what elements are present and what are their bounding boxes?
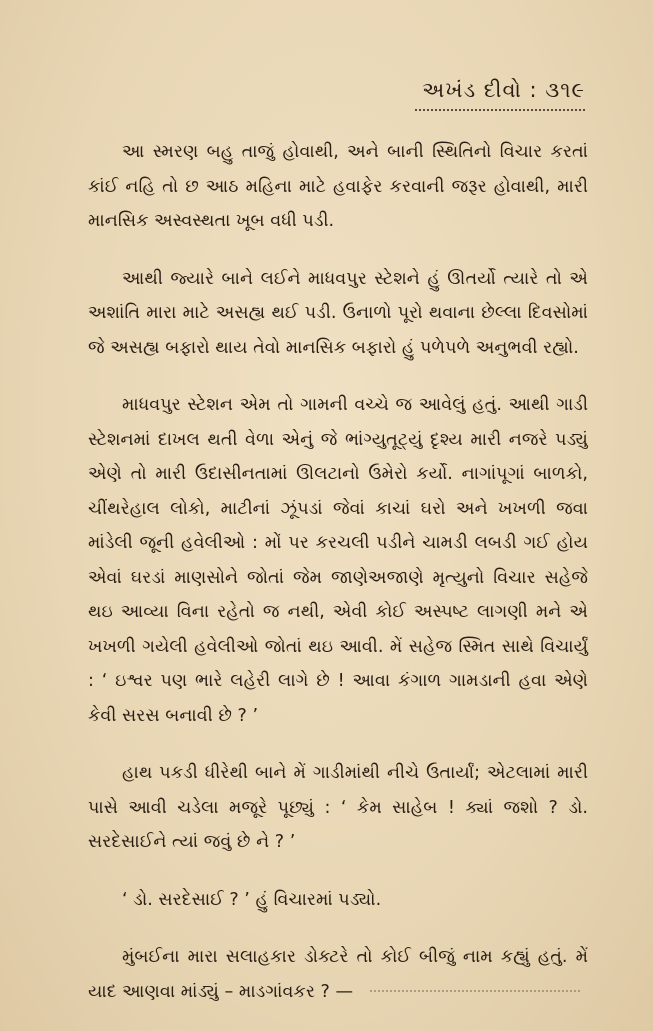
paragraph-2: આથી જ્યારે બાને લઈને માધવપુર સ્ટેશને હું ઊતર્યો ત્યારે તો એ અશાંતિ મારા માટે અસહ્ય થઈ પડી. ઉનાળો પૂરો થવાના છેલ્લા દિવસોમાં જે અસહ્ય બફારો થાય તેવો માનસિક બફારો હું પળેપળે અનુભવી રહ્યો. xyxy=(88,268,588,358)
body-text xyxy=(88,135,588,1009)
footer-dotted-rule xyxy=(370,990,580,992)
paragraph-5: ‘ ડો. સરદેસાઈ ? ’ હું વિચારમાં પડ્યો. xyxy=(122,889,382,910)
paragraph-3: માધવપુર સ્ટેશન એમ તો ગામની વચ્ચે જ આવેલું હતું. આથી ગાડી સ્ટેશનમાં દાખલ થતી વેળા એનું જે ભાંગ્યુતૂટ્યું દૃશ્ય મારી નજરે પડ્યું એણે તો મારી ઉદાસીનતામાં ઊલટાનો ઉમેરો કર્યો. નાગાંપૂગાં બાળકો, ચીંથરેહાલ લોકો, માટીનાં ઝૂંપડાં જેવાં કાચાં ઘરો અને ખખળી જવા માંડેલી જૂની હવેલીઓ : મોં પર કરચલી પડીને ચામડી લબડી ગઈ હોય એવાં ઘરડાં માણસોને જોતાં જેમ જાણેઅજાણે મૃત્યુનો વિચાર સહેજે થઇ આવ્યા વિના રહેતો જ નથી, એવી કોઈ અસ્પષ્ટ લાગણી મને એ ખખળી ગયેલી હવેલીઓ જોતાં થઇ આવી. મેં સહેજ સ્મિત સાથે વિચાર્યું : ‘ ઇશ્વર પણ ભારે લહેરી લાગે છે ! આવા કંગાળ ગામડાની હવા એણે કેવી સરસ બનાવી છે ? ’ xyxy=(88,395,588,726)
paragraph-6: મુંબઈના મારા સલાહકાર ડોક્ટરે તો કોઈ બીજું નામ કહ્યું હતું. મેં યાદ આણવા માંડ્યું – માડગાંવકર ? — xyxy=(88,947,588,1002)
page-header xyxy=(385,78,585,111)
dotted-rule xyxy=(415,109,585,111)
running-head: અખંડ દીવો : ૩૧૯ xyxy=(422,78,585,102)
paragraph-4: હાથ પકડી ધીરેથી બાને મેં ગાડીમાંથી નીચે ઉતાર્યાં; એટલામાં મારી પાસે આવી ચડેલા મજૂરે પૂછ્યું : ‘ કેમ સાહેબ ! ક્યાં જશો ? ડો. સરદેસાઈને ત્યાં જવું છે ને ? ’ xyxy=(88,763,588,852)
paragraph-1: આ સ્મરણ બહુ તાજું હોવાથી, અને બાની સ્થિતિનો વિચાર કરતાં કાંઈ નહિ તો છ આઠ મહિના માટે હવાફેર કરવાની જરૂર હોવાથી, મારી માનસિક અસ્વસ્થતા ખૂબ વધી પડી. xyxy=(88,142,588,231)
